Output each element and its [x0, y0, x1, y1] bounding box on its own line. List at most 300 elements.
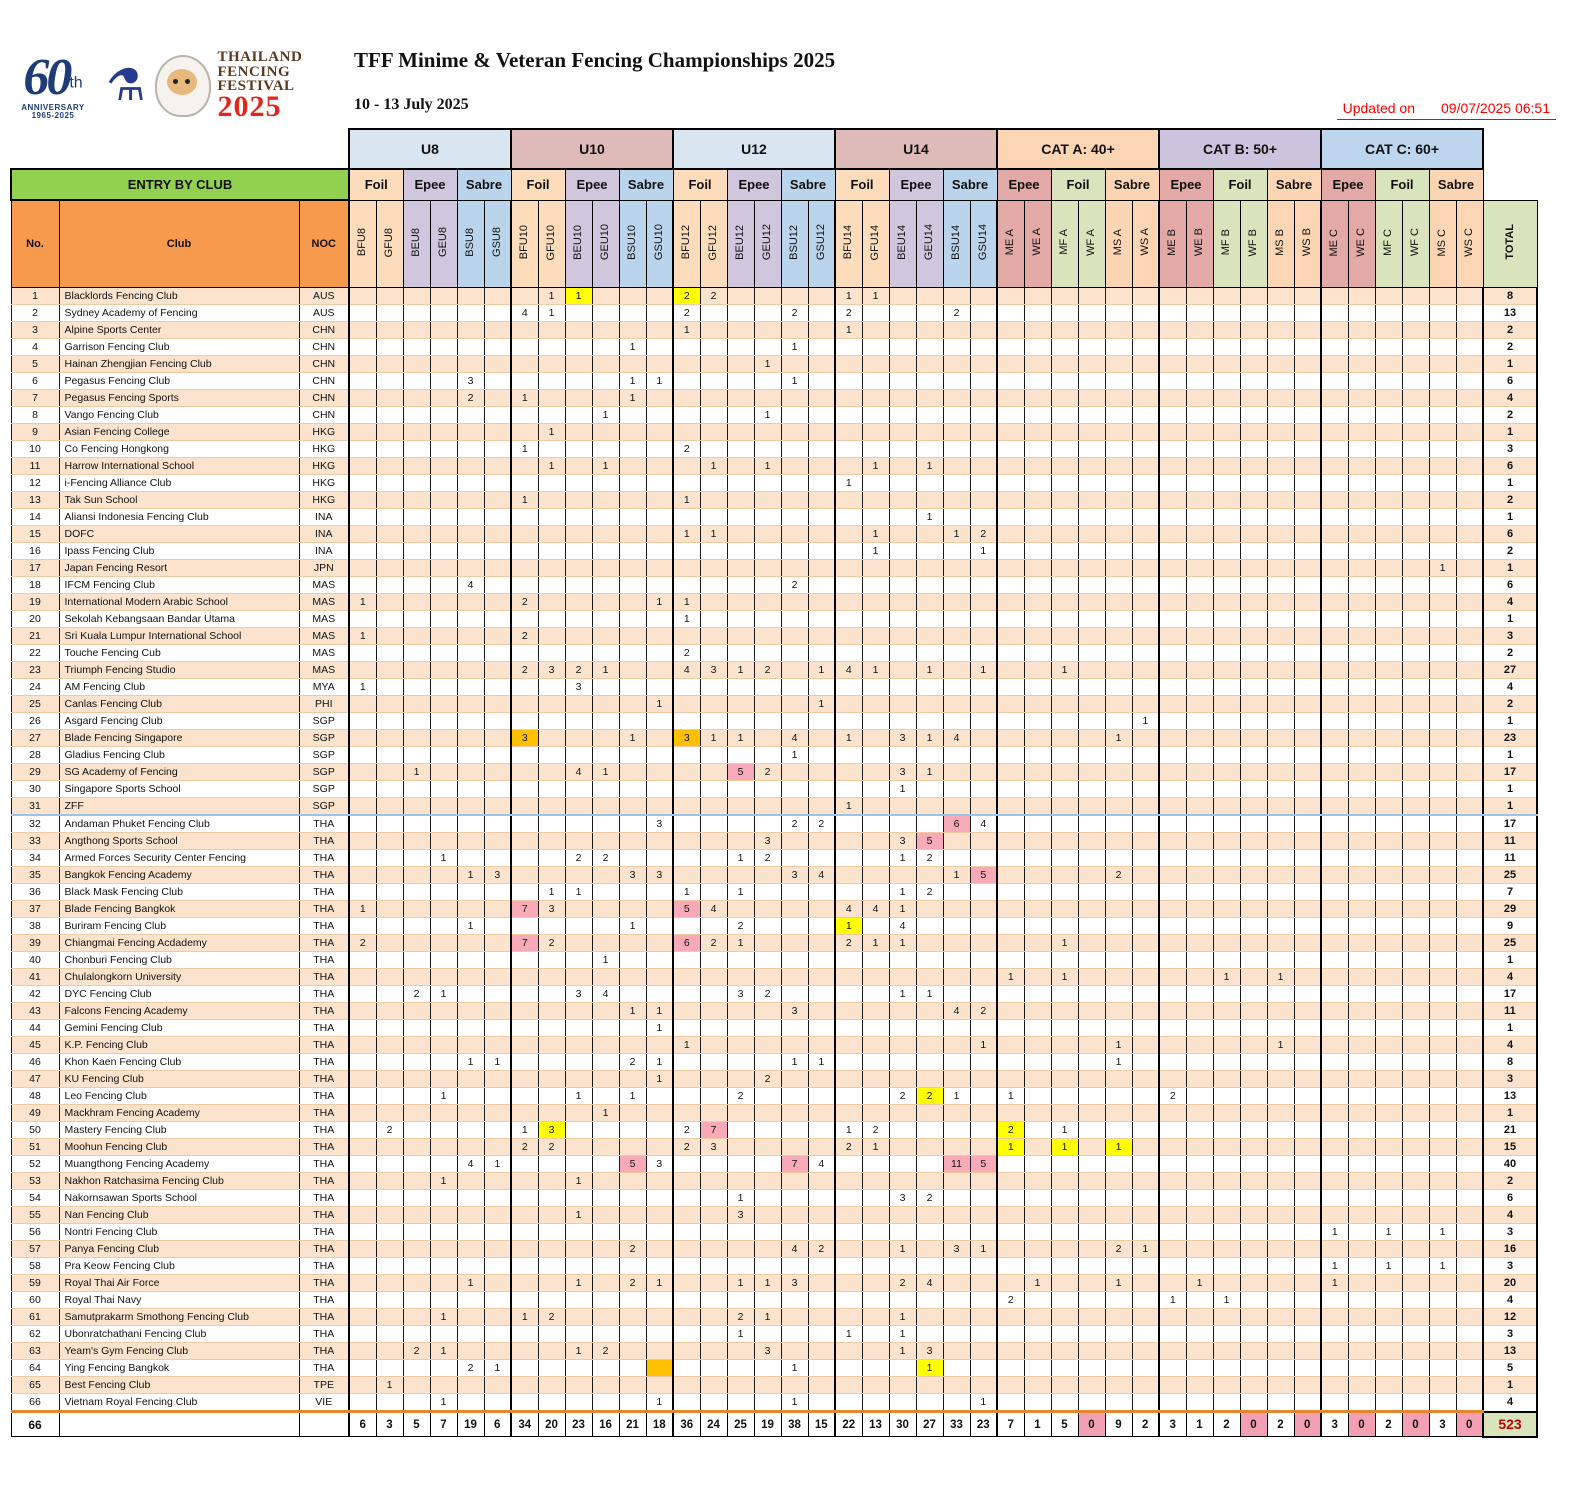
entry-cell-WEC[interactable]	[1348, 1258, 1375, 1275]
entry-cell-GSU14[interactable]: 2	[970, 1003, 997, 1020]
entry-cell-WSC[interactable]	[1456, 1258, 1483, 1275]
entry-cell-BFU10[interactable]	[511, 424, 538, 441]
entry-cell-GEU8[interactable]: 1	[430, 850, 457, 867]
entry-cell-WEA[interactable]	[1024, 1122, 1051, 1139]
entry-cell-WEB[interactable]	[1186, 747, 1213, 764]
entry-cell-WSB[interactable]	[1294, 526, 1321, 543]
entry-cell-WEA[interactable]	[1024, 1003, 1051, 1020]
entry-cell-BSU10[interactable]	[619, 356, 646, 373]
entry-cell-GEU10[interactable]	[592, 628, 619, 645]
entry-cell-BFU14[interactable]: 1	[835, 1326, 862, 1343]
entry-cell-BSU12[interactable]	[781, 322, 808, 339]
entry-cell-BEU8[interactable]	[403, 1292, 430, 1309]
entry-cell-WEB[interactable]	[1186, 628, 1213, 645]
entry-cell-GEU14[interactable]	[916, 1054, 943, 1071]
entry-cell-GFU14[interactable]	[862, 1020, 889, 1037]
entry-cell-BEU14[interactable]	[889, 952, 916, 969]
entry-cell-BFU8[interactable]	[349, 1275, 376, 1292]
entry-cell-MFC[interactable]	[1375, 747, 1402, 764]
entry-cell-GEU12[interactable]	[754, 1292, 781, 1309]
entry-cell-MFA[interactable]	[1051, 747, 1078, 764]
entry-cell-WFA[interactable]	[1078, 441, 1105, 458]
entry-cell-GSU12[interactable]: 1	[808, 696, 835, 713]
entry-cell-GSU10[interactable]	[646, 1037, 673, 1054]
entry-cell-MSB[interactable]	[1267, 356, 1294, 373]
entry-cell-GEU10[interactable]	[592, 1309, 619, 1326]
entry-cell-WSA[interactable]	[1132, 764, 1159, 781]
entry-cell-MFA[interactable]	[1051, 679, 1078, 696]
entry-cell-MSA[interactable]	[1105, 1394, 1132, 1412]
entry-cell-BFU12[interactable]	[673, 560, 700, 577]
entry-cell-WSA[interactable]	[1132, 441, 1159, 458]
entry-cell-GSU14[interactable]	[970, 696, 997, 713]
entry-cell-BEU8[interactable]	[403, 526, 430, 543]
entry-cell-BSU12[interactable]	[781, 611, 808, 628]
entry-cell-GSU12[interactable]	[808, 1292, 835, 1309]
entry-cell-BFU12[interactable]	[673, 1173, 700, 1190]
entry-cell-BSU12[interactable]	[781, 1309, 808, 1326]
entry-cell-GEU8[interactable]	[430, 424, 457, 441]
entry-cell-GFU8[interactable]	[376, 424, 403, 441]
entry-cell-BFU14[interactable]: 4	[835, 662, 862, 679]
entry-cell-BEU12[interactable]	[727, 747, 754, 764]
entry-cell-BSU12[interactable]	[781, 1292, 808, 1309]
entry-cell-GSU14[interactable]	[970, 1377, 997, 1394]
entry-cell-GEU12[interactable]	[754, 935, 781, 952]
entry-cell-GSU10[interactable]	[646, 492, 673, 509]
entry-cell-GFU8[interactable]	[376, 867, 403, 884]
entry-cell-MSA[interactable]	[1105, 1190, 1132, 1207]
club-name[interactable]: Royal Thai Navy	[59, 1292, 299, 1309]
entry-cell-WEB[interactable]	[1186, 1088, 1213, 1105]
entry-cell-BEU8[interactable]	[403, 747, 430, 764]
club-name[interactable]: Asian Fencing College	[59, 424, 299, 441]
entry-cell-BFU12[interactable]	[673, 679, 700, 696]
entry-cell-MEB[interactable]	[1159, 884, 1186, 901]
entry-cell-MSA[interactable]	[1105, 611, 1132, 628]
entry-cell-MSB[interactable]	[1267, 1071, 1294, 1088]
entry-cell-BEU10[interactable]	[565, 543, 592, 560]
entry-cell-WFB[interactable]	[1240, 781, 1267, 798]
entry-cell-GEU10[interactable]	[592, 594, 619, 611]
entry-cell-MSA[interactable]	[1105, 747, 1132, 764]
entry-cell-WSC[interactable]	[1456, 628, 1483, 645]
entry-cell-MEB[interactable]	[1159, 458, 1186, 475]
entry-cell-WEB[interactable]	[1186, 305, 1213, 322]
entry-cell-GFU12[interactable]	[700, 867, 727, 884]
entry-cell-GEU8[interactable]	[430, 492, 457, 509]
entry-cell-BSU10[interactable]	[619, 645, 646, 662]
entry-cell-GEU12[interactable]	[754, 884, 781, 901]
entry-cell-GSU10[interactable]	[646, 1343, 673, 1360]
entry-cell-BEU8[interactable]	[403, 628, 430, 645]
entry-cell-WSB[interactable]	[1294, 747, 1321, 764]
entry-cell-MSC[interactable]	[1429, 475, 1456, 492]
entry-cell-WSA[interactable]	[1132, 458, 1159, 475]
entry-cell-BFU14[interactable]	[835, 747, 862, 764]
entry-cell-WEC[interactable]	[1348, 1054, 1375, 1071]
entry-cell-BEU10[interactable]	[565, 356, 592, 373]
entry-cell-MFB[interactable]	[1213, 952, 1240, 969]
entry-cell-BFU8[interactable]	[349, 543, 376, 560]
entry-cell-MFB[interactable]	[1213, 1275, 1240, 1292]
entry-cell-WFC[interactable]	[1402, 322, 1429, 339]
entry-cell-GFU8[interactable]	[376, 850, 403, 867]
entry-cell-BSU12[interactable]	[781, 441, 808, 458]
weapon-header-8[interactable]: Sabre	[781, 169, 835, 200]
entry-cell-WFB[interactable]	[1240, 713, 1267, 730]
entry-cell-WSB[interactable]	[1294, 458, 1321, 475]
entry-cell-BEU8[interactable]	[403, 952, 430, 969]
entry-cell-WEA[interactable]	[1024, 901, 1051, 918]
entry-cell-WEA[interactable]	[1024, 781, 1051, 798]
entry-cell-BSU10[interactable]	[619, 1360, 646, 1377]
entry-cell-MSA[interactable]	[1105, 339, 1132, 356]
entry-cell-MFA[interactable]	[1051, 356, 1078, 373]
entry-cell-GFU14[interactable]	[862, 833, 889, 850]
entry-cell-GEU10[interactable]	[592, 1071, 619, 1088]
entry-cell-BFU12[interactable]: 1	[673, 492, 700, 509]
entry-cell-GEU8[interactable]	[430, 696, 457, 713]
entry-cell-GSU10[interactable]	[646, 645, 673, 662]
entry-cell-BSU14[interactable]	[943, 288, 970, 305]
entry-cell-BEU8[interactable]	[403, 867, 430, 884]
entry-cell-GSU12[interactable]	[808, 935, 835, 952]
entry-cell-MFB[interactable]	[1213, 1122, 1240, 1139]
entry-cell-MFB[interactable]	[1213, 356, 1240, 373]
club-name[interactable]: Panya Fencing Club	[59, 1241, 299, 1258]
entry-cell-BFU8[interactable]	[349, 815, 376, 833]
entry-cell-GSU10[interactable]	[646, 458, 673, 475]
entry-cell-BEU8[interactable]	[403, 1020, 430, 1037]
entry-cell-WSC[interactable]	[1456, 424, 1483, 441]
entry-cell-GEU12[interactable]	[754, 713, 781, 730]
entry-cell-BSU8[interactable]	[457, 509, 484, 526]
entry-cell-GFU8[interactable]	[376, 781, 403, 798]
entry-cell-MSB[interactable]	[1267, 1241, 1294, 1258]
entry-cell-GEU10[interactable]	[592, 475, 619, 492]
entry-cell-GEU8[interactable]	[430, 679, 457, 696]
entry-cell-MEA[interactable]	[997, 645, 1024, 662]
entry-cell-MFA[interactable]	[1051, 901, 1078, 918]
entry-cell-GEU12[interactable]: 2	[754, 986, 781, 1003]
entry-cell-BSU8[interactable]	[457, 543, 484, 560]
entry-cell-MFB[interactable]	[1213, 407, 1240, 424]
entry-cell-BEU14[interactable]	[889, 815, 916, 833]
entry-cell-WFB[interactable]	[1240, 1037, 1267, 1054]
entry-cell-BSU10[interactable]	[619, 458, 646, 475]
entry-cell-GEU10[interactable]	[592, 1088, 619, 1105]
entry-cell-MEB[interactable]	[1159, 833, 1186, 850]
entry-cell-WFA[interactable]	[1078, 1207, 1105, 1224]
entry-cell-GSU14[interactable]	[970, 288, 997, 305]
entry-cell-MEB[interactable]	[1159, 850, 1186, 867]
entry-cell-BFU10[interactable]	[511, 1343, 538, 1360]
entry-cell-GEU10[interactable]	[592, 1190, 619, 1207]
entry-cell-WFB[interactable]	[1240, 288, 1267, 305]
club-name[interactable]: Blade Fencing Bangkok	[59, 901, 299, 918]
entry-cell-MFA[interactable]	[1051, 577, 1078, 594]
entry-cell-GEU10[interactable]	[592, 560, 619, 577]
entry-cell-BFU10[interactable]	[511, 407, 538, 424]
entry-cell-BFU8[interactable]	[349, 441, 376, 458]
entry-cell-BEU8[interactable]	[403, 901, 430, 918]
col-header-GFU14[interactable]: GFU14	[862, 200, 889, 288]
entry-cell-GFU12[interactable]: 1	[700, 730, 727, 747]
col-header-no[interactable]: No.	[11, 200, 59, 288]
entry-cell-GSU8[interactable]	[484, 1258, 511, 1275]
entry-cell-GSU10[interactable]	[646, 424, 673, 441]
entry-cell-GFU10[interactable]	[538, 1224, 565, 1241]
entry-cell-BFU14[interactable]: 2	[835, 1139, 862, 1156]
entry-cell-MSC[interactable]	[1429, 696, 1456, 713]
entry-cell-GSU12[interactable]: 2	[808, 815, 835, 833]
entry-cell-GEU14[interactable]	[916, 1326, 943, 1343]
entry-cell-MFA[interactable]	[1051, 1377, 1078, 1394]
entry-cell-MSA[interactable]: 2	[1105, 1241, 1132, 1258]
entry-cell-BFU14[interactable]: 1	[835, 798, 862, 816]
entry-cell-MEB[interactable]	[1159, 1190, 1186, 1207]
col-header-noc[interactable]: NOC	[299, 200, 349, 288]
entry-cell-MEB[interactable]	[1159, 1343, 1186, 1360]
entry-cell-GFU14[interactable]	[862, 356, 889, 373]
entry-cell-MFB[interactable]	[1213, 747, 1240, 764]
entry-cell-MEC[interactable]	[1321, 1360, 1348, 1377]
entry-cell-GEU12[interactable]	[754, 339, 781, 356]
entry-cell-WSA[interactable]	[1132, 577, 1159, 594]
club-name[interactable]: Touche Fencing Cub	[59, 645, 299, 662]
entry-cell-WEB[interactable]: 1	[1186, 1275, 1213, 1292]
entry-cell-GFU14[interactable]	[862, 475, 889, 492]
club-name[interactable]: Khon Kaen Fencing Club	[59, 1054, 299, 1071]
entry-cell-WFC[interactable]	[1402, 1326, 1429, 1343]
entry-cell-BEU8[interactable]	[403, 935, 430, 952]
entry-cell-GEU12[interactable]	[754, 288, 781, 305]
entry-cell-BFU8[interactable]	[349, 969, 376, 986]
entry-cell-GEU10[interactable]	[592, 1275, 619, 1292]
entry-cell-GSU8[interactable]	[484, 798, 511, 816]
entry-cell-BSU8[interactable]	[457, 901, 484, 918]
entry-cell-MEB[interactable]	[1159, 679, 1186, 696]
entry-cell-MSC[interactable]	[1429, 1020, 1456, 1037]
entry-cell-GFU8[interactable]	[376, 356, 403, 373]
entry-cell-WSB[interactable]	[1294, 850, 1321, 867]
entry-cell-BFU10[interactable]	[511, 1292, 538, 1309]
entry-cell-GFU8[interactable]	[376, 594, 403, 611]
entry-cell-BSU12[interactable]	[781, 1088, 808, 1105]
entry-cell-BEU12[interactable]	[727, 1105, 754, 1122]
entry-cell-GSU10[interactable]	[646, 475, 673, 492]
entry-cell-BEU12[interactable]	[727, 356, 754, 373]
entry-cell-MEA[interactable]: 2	[997, 1122, 1024, 1139]
entry-cell-BSU14[interactable]	[943, 833, 970, 850]
entry-cell-WFA[interactable]	[1078, 1326, 1105, 1343]
entry-cell-MEA[interactable]	[997, 305, 1024, 322]
entry-cell-GSU10[interactable]	[646, 1207, 673, 1224]
club-name[interactable]: Ubonratchathani Fencing Club	[59, 1326, 299, 1343]
entry-cell-MFA[interactable]	[1051, 645, 1078, 662]
entry-cell-GFU14[interactable]: 2	[862, 1122, 889, 1139]
entry-cell-MSB[interactable]	[1267, 509, 1294, 526]
entry-cell-BEU8[interactable]	[403, 1377, 430, 1394]
entry-cell-GEU10[interactable]	[592, 747, 619, 764]
entry-cell-MFC[interactable]: 1	[1375, 1224, 1402, 1241]
entry-cell-BSU8[interactable]	[457, 339, 484, 356]
entry-cell-WFC[interactable]	[1402, 526, 1429, 543]
entry-cell-GFU8[interactable]	[376, 1054, 403, 1071]
entry-cell-GEU10[interactable]	[592, 884, 619, 901]
entry-cell-BEU8[interactable]	[403, 611, 430, 628]
club-name[interactable]: Leo Fencing Club	[59, 1088, 299, 1105]
entry-cell-GEU14[interactable]	[916, 339, 943, 356]
entry-cell-GEU12[interactable]	[754, 390, 781, 407]
entry-cell-GFU14[interactable]	[862, 1003, 889, 1020]
entry-cell-WEA[interactable]	[1024, 577, 1051, 594]
entry-cell-GSU8[interactable]	[484, 305, 511, 322]
entry-cell-GEU10[interactable]: 1	[592, 952, 619, 969]
entry-cell-BFU12[interactable]: 1	[673, 1037, 700, 1054]
entry-cell-WFA[interactable]	[1078, 1156, 1105, 1173]
entry-cell-MSA[interactable]	[1105, 1343, 1132, 1360]
entry-cell-WEC[interactable]	[1348, 305, 1375, 322]
entry-cell-GEU12[interactable]	[754, 492, 781, 509]
entry-cell-BSU12[interactable]	[781, 1224, 808, 1241]
entry-cell-MFC[interactable]	[1375, 526, 1402, 543]
entry-cell-GFU8[interactable]	[376, 645, 403, 662]
entry-cell-BEU14[interactable]	[889, 577, 916, 594]
entry-cell-BEU12[interactable]	[727, 696, 754, 713]
entry-cell-BSU10[interactable]	[619, 1020, 646, 1037]
entry-cell-WSC[interactable]	[1456, 1020, 1483, 1037]
entry-cell-GFU8[interactable]	[376, 1190, 403, 1207]
entry-cell-MEC[interactable]	[1321, 1173, 1348, 1190]
entry-cell-BEU14[interactable]	[889, 1105, 916, 1122]
entry-cell-WFB[interactable]	[1240, 1020, 1267, 1037]
entry-cell-GFU10[interactable]: 1	[538, 424, 565, 441]
entry-cell-MFC[interactable]	[1375, 339, 1402, 356]
entry-cell-BFU12[interactable]: 1	[673, 884, 700, 901]
entry-cell-MFC[interactable]	[1375, 1088, 1402, 1105]
entry-cell-MSC[interactable]	[1429, 1088, 1456, 1105]
entry-cell-BEU14[interactable]	[889, 288, 916, 305]
entry-cell-BFU14[interactable]	[835, 628, 862, 645]
entry-cell-GSU14[interactable]	[970, 1190, 997, 1207]
entry-cell-WEB[interactable]	[1186, 509, 1213, 526]
entry-cell-WFA[interactable]	[1078, 305, 1105, 322]
club-name[interactable]: Nakornsawan Sports School	[59, 1190, 299, 1207]
entry-cell-GEU10[interactable]	[592, 1360, 619, 1377]
entry-cell-GEU8[interactable]	[430, 1003, 457, 1020]
col-header-BSU10[interactable]: BSU10	[619, 200, 646, 288]
entry-cell-WEB[interactable]	[1186, 1037, 1213, 1054]
entry-cell-BSU12[interactable]	[781, 1377, 808, 1394]
entry-cell-BFU8[interactable]	[349, 1360, 376, 1377]
entry-cell-MEC[interactable]	[1321, 662, 1348, 679]
entry-cell-GSU8[interactable]	[484, 1173, 511, 1190]
entry-cell-MFB[interactable]	[1213, 679, 1240, 696]
age-group-header-1[interactable]: U10	[511, 129, 673, 169]
entry-cell-GSU14[interactable]	[970, 747, 997, 764]
entry-cell-BSU12[interactable]: 2	[781, 305, 808, 322]
entry-cell-BSU8[interactable]	[457, 1326, 484, 1343]
entry-cell-WSB[interactable]	[1294, 1275, 1321, 1292]
entry-cell-WFB[interactable]	[1240, 475, 1267, 492]
entry-cell-GFU8[interactable]	[376, 407, 403, 424]
entry-cell-BFU12[interactable]	[673, 781, 700, 798]
entry-cell-GSU10[interactable]	[646, 884, 673, 901]
entry-cell-BEU12[interactable]	[727, 407, 754, 424]
entry-cell-BEU10[interactable]	[565, 1190, 592, 1207]
entry-cell-GSU8[interactable]	[484, 747, 511, 764]
entry-cell-WSC[interactable]	[1456, 730, 1483, 747]
entry-cell-BEU10[interactable]	[565, 696, 592, 713]
entry-cell-BEU14[interactable]	[889, 339, 916, 356]
entry-cell-MSC[interactable]	[1429, 594, 1456, 611]
entry-cell-WFC[interactable]	[1402, 1241, 1429, 1258]
entry-cell-BSU12[interactable]	[781, 918, 808, 935]
entry-cell-GEU10[interactable]	[592, 815, 619, 833]
entry-cell-BSU8[interactable]	[457, 713, 484, 730]
entry-cell-BFU8[interactable]	[349, 373, 376, 390]
entry-cell-BFU10[interactable]	[511, 764, 538, 781]
entry-cell-BEU10[interactable]	[565, 918, 592, 935]
entry-cell-MSB[interactable]	[1267, 1020, 1294, 1037]
entry-cell-MEA[interactable]	[997, 1224, 1024, 1241]
entry-cell-GSU12[interactable]	[808, 901, 835, 918]
entry-cell-WEA[interactable]	[1024, 611, 1051, 628]
entry-cell-BSU14[interactable]	[943, 918, 970, 935]
entry-cell-MSC[interactable]	[1429, 424, 1456, 441]
entry-cell-MFC[interactable]	[1375, 288, 1402, 305]
entry-cell-BEU12[interactable]: 2	[727, 1088, 754, 1105]
entry-cell-MEA[interactable]	[997, 407, 1024, 424]
entry-cell-GFU10[interactable]	[538, 1003, 565, 1020]
entry-cell-WEB[interactable]	[1186, 1292, 1213, 1309]
entry-cell-WFC[interactable]	[1402, 781, 1429, 798]
club-name[interactable]: Sekolah Kebangsaan Bandar Utama	[59, 611, 299, 628]
entry-cell-MSB[interactable]	[1267, 1292, 1294, 1309]
entry-cell-WEC[interactable]	[1348, 390, 1375, 407]
entry-cell-WEA[interactable]	[1024, 424, 1051, 441]
entry-cell-BFU14[interactable]	[835, 696, 862, 713]
entry-cell-WEA[interactable]	[1024, 850, 1051, 867]
entry-cell-GFU8[interactable]	[376, 952, 403, 969]
entry-cell-BSU10[interactable]	[619, 986, 646, 1003]
entry-cell-BEU10[interactable]	[565, 1360, 592, 1377]
entry-cell-WEB[interactable]	[1186, 1156, 1213, 1173]
entry-cell-WSB[interactable]	[1294, 1207, 1321, 1224]
entry-cell-WEA[interactable]	[1024, 1360, 1051, 1377]
entry-cell-WEB[interactable]	[1186, 1224, 1213, 1241]
entry-cell-WEA[interactable]	[1024, 373, 1051, 390]
entry-cell-WEB[interactable]	[1186, 645, 1213, 662]
entry-cell-GFU10[interactable]	[538, 747, 565, 764]
entry-cell-WSB[interactable]	[1294, 339, 1321, 356]
entry-cell-MSB[interactable]	[1267, 833, 1294, 850]
entry-cell-GEU10[interactable]	[592, 781, 619, 798]
entry-cell-MEA[interactable]	[997, 833, 1024, 850]
entry-cell-BFU14[interactable]	[835, 1377, 862, 1394]
entry-cell-WSA[interactable]	[1132, 492, 1159, 509]
entry-cell-MFA[interactable]	[1051, 373, 1078, 390]
entry-cell-BSU8[interactable]	[457, 935, 484, 952]
entry-cell-MFB[interactable]	[1213, 441, 1240, 458]
entry-cell-MSB[interactable]	[1267, 781, 1294, 798]
entry-cell-WEB[interactable]	[1186, 441, 1213, 458]
entry-cell-BSU8[interactable]	[457, 662, 484, 679]
entry-cell-MSC[interactable]	[1429, 1241, 1456, 1258]
entry-cell-MSB[interactable]	[1267, 730, 1294, 747]
